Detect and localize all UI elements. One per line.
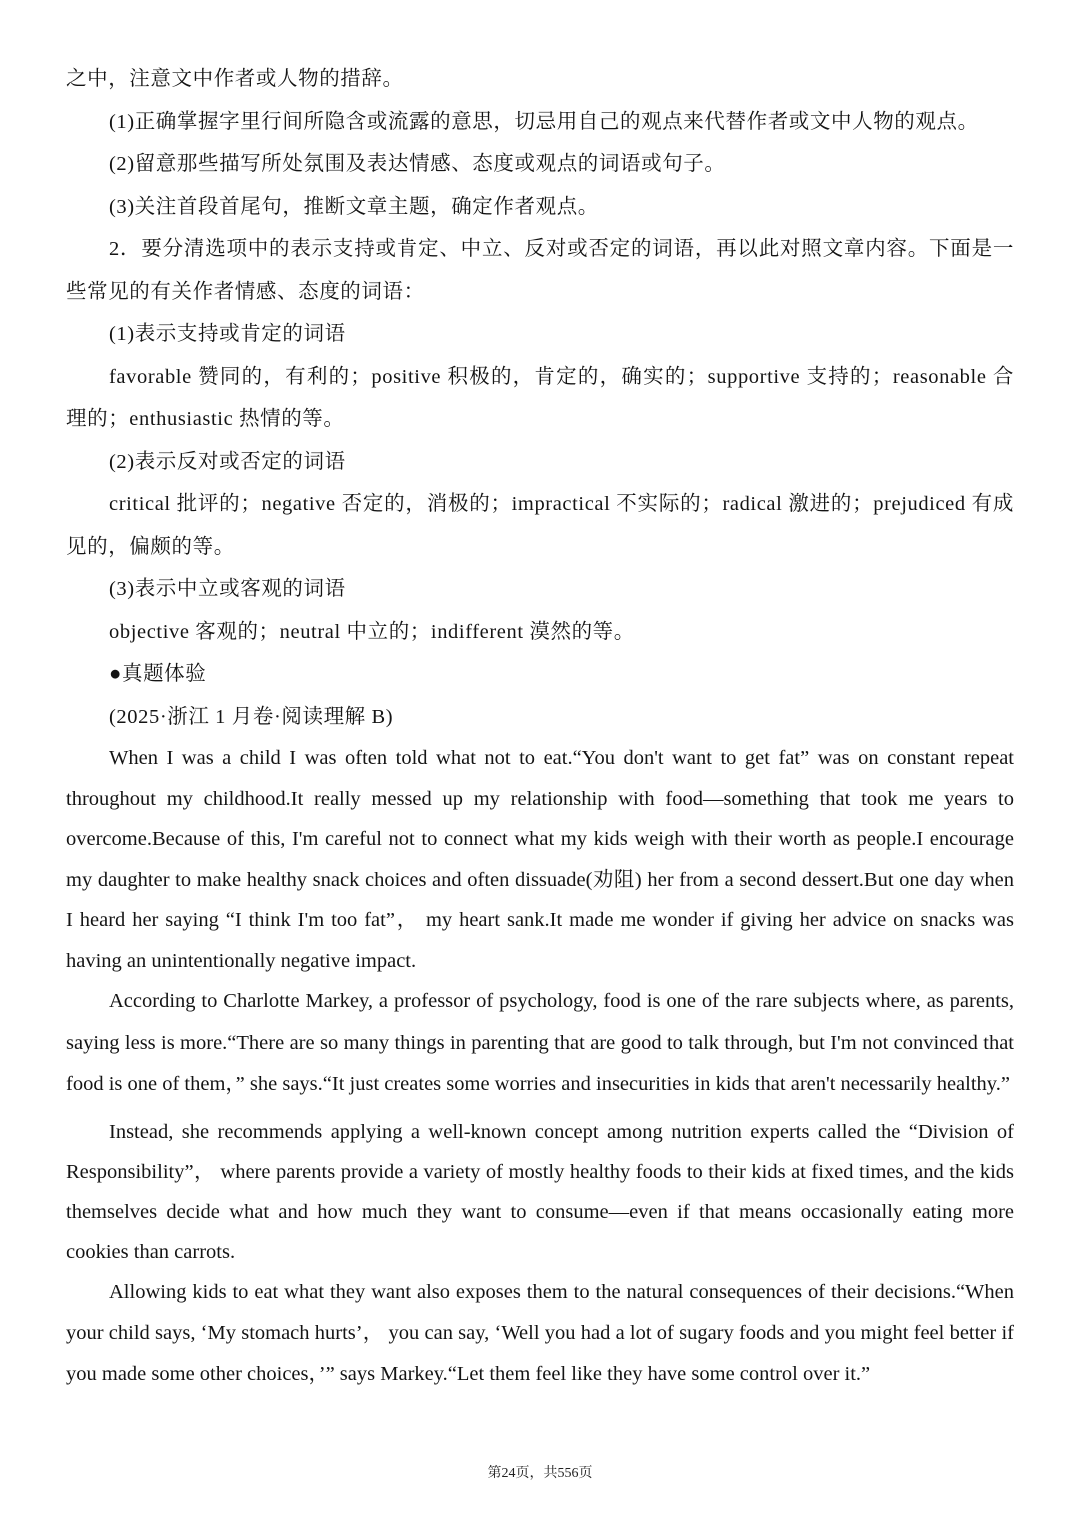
- passage-source: (2025·浙江 1 月卷·阅读理解 B): [109, 705, 394, 728]
- section-title: ●真题体验: [109, 663, 207, 685]
- passage-paragraph-1: When I was a child I was often told what not to eat.“You don't want to get fat” was on constant repeat throughout my childhood.It really messed up my relationship with food—something that took me years to overcome.Because of this, I'm careful not to connect what my kids weigh with their worth as people.I encourage my daughter to make healthy snack choices and often dissuade(劝阻) her from a second dessert.But one day when I heard her saying “I think I'm too fat”， my heart sank.It made me wonder if giving her advice on snacks was having an unintentionally negative impact.: [66, 747, 1014, 972]
- passage-paragraph-2: According to Charlotte Markey, a professor of psychology, food is one of the rare subjects where, as parents, saying less is more.“There are so many things in parenting that are good to talk through, but I'm not convinced that food is one of them，” she says.“It just creates some worries and insecurities in kids that aren't necessarily healthy.”: [66, 990, 1014, 1095]
- neutral-words-heading: (3)表示中立或客观的词语: [109, 578, 346, 600]
- passage-paragraph-4: Allowing kids to eat what they want also exposes them to the natural consequences of their decisions.“When your child says, ‘My stomach hurts’， you can say, ‘Well you had a lot of sugary foods and you might feel better if you made some other choices，’” says Markey.“Let them feel like they have some control over it.”: [66, 1280, 1014, 1385]
- negative-words-heading: (2)表示反对或否定的词语: [109, 450, 346, 473]
- negative-words-list: critical 批评的；negative 否定的，消极的；impractical 不实际的；radical 激进的；prejudiced 有成见的，偏颇的等。: [66, 493, 1014, 558]
- method-point-1: (1)正确掌握字里行间所隐含或流露的意思，切忌用自己的观点来代替作者或文中人物的观点。: [109, 110, 979, 133]
- point-2-paragraph: 2．要分清选项中的表示支持或肯定、中立、反对或否定的词语，再以此对照文章内容。下面是一些常见的有关作者情感、态度的词语：: [66, 238, 1014, 303]
- page-footer: 第24页，共556页: [487, 1466, 593, 1481]
- method-intro: 之中，注意文中作者或人物的措辞。: [66, 68, 404, 90]
- positive-words-list: favorable 赞同的，有利的；positive 积极的，肯定的，确实的；supportive 支持的；reasonable 合理的；enthusiastic 热情的等。: [66, 365, 1014, 430]
- positive-words-heading: (1)表示支持或肯定的词语: [109, 323, 346, 345]
- neutral-words-list: objective 客观的；neutral 中立的；indifferent 漠然的等。: [109, 620, 635, 643]
- method-point-3: (3)关注首段首尾句，推断文章主题，确定作者观点。: [109, 195, 599, 218]
- method-point-2: (2)留意那些描写所处氛围及表达情感、态度或观点的词语或句子。: [109, 153, 726, 175]
- document-page: [66, 58, 1014, 1395]
- passage-paragraph-3: Instead, she recommends applying a well-known concept among nutrition experts called the “Division of Responsibility”， where parents provide a variety of mostly healthy foods to their kids at fixed times, and the kids themselves decide what and how much they want to consume—even if that means occasionally eating more cookies than carrots.: [66, 1120, 1014, 1263]
